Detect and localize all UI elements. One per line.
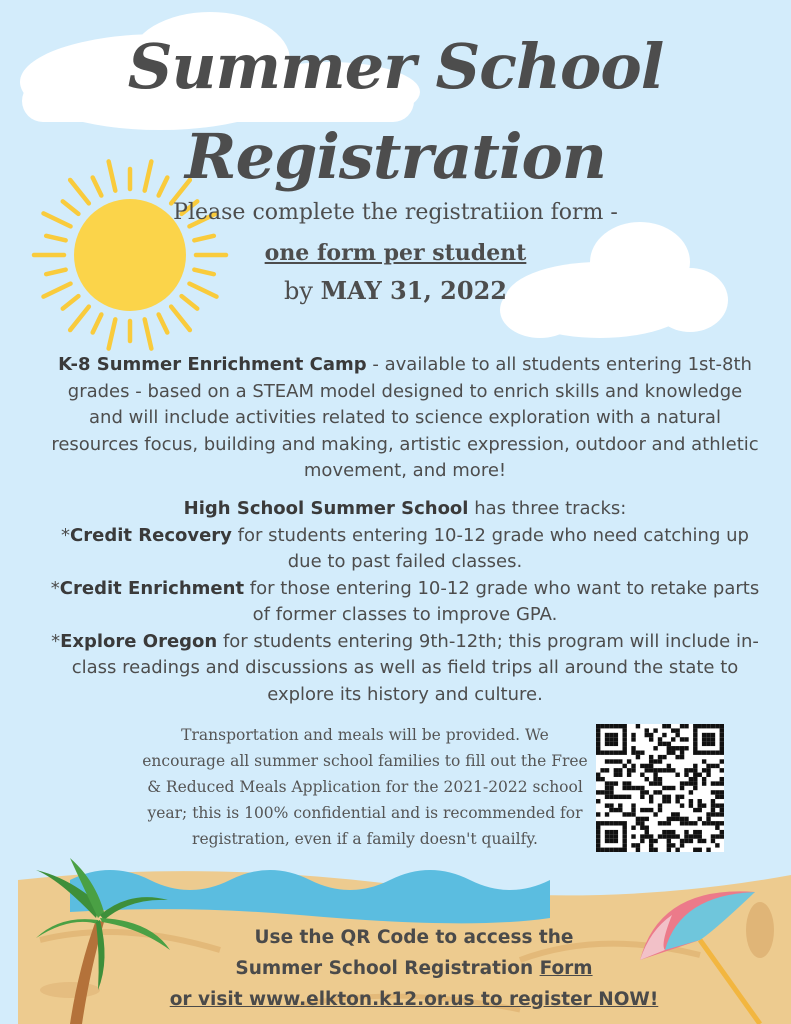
track-text: for students entering 9th-12th; this program will include in-class readings and discussions as well as field trips all around the state to explore its history and culture. (71, 630, 759, 705)
intro-line-1: Please complete the registratiion form - (173, 200, 618, 225)
hs-heading-line (50, 496, 760, 523)
hs-heading: High School Summer School (183, 498, 469, 519)
hs-track-2 (50, 576, 760, 629)
website-link[interactable]: or visit www.elkton.k12.or.us to register NOW! (169, 989, 659, 1010)
track-prefix: * (50, 577, 60, 599)
hs-track-3 (50, 629, 760, 709)
form-link[interactable]: Form (539, 958, 593, 979)
high-school-paragraph (50, 496, 760, 708)
intro-deadline-prefix: by (284, 277, 321, 305)
k8-heading: K-8 Summer Enrichment Camp (58, 354, 367, 375)
track-name: Explore Oregon (60, 630, 218, 652)
track-name: Credit Recovery (70, 524, 232, 546)
hs-track-1 (50, 523, 760, 576)
transport-notice: Transportation and meals will be provided. We encourage all summer school families to fill out the Free & Reduced Meals Application for the 2021-2022 school year; this is 100% confidential and is recommended for registration, even if a family doesn't quailfy. (142, 726, 588, 848)
cta-line-1: Use the QR Code to access the (254, 927, 574, 948)
cta-line-2-prefix: Summer School Registration (235, 958, 540, 979)
intro-deadline-date: MAY 31, 2022 (320, 276, 507, 305)
track-text: for those entering 10-12 grade who want to retake parts of former classes to improve GPA. (244, 577, 760, 625)
intro-line-2: one form per student (264, 240, 527, 266)
track-prefix: * (61, 524, 71, 546)
track-name: Credit Enrichment (59, 577, 245, 599)
track-text: for students entering 10-12 grade who need catching up due to past failed classes. (231, 524, 749, 572)
k8-text: - available to all students entering 1st-8th grades - based on a STEAM model designed to enrich skills and knowledge and will include activities related to science exploration with a natural resources focus, building and making, artistic expression, outdoor and athletic movement, and more! (51, 354, 759, 481)
intro-line-3 (0, 276, 791, 305)
cta-block (100, 922, 728, 1015)
cta-line-2 (100, 953, 728, 984)
track-prefix: * (51, 630, 61, 652)
title-line-1: Summer School (127, 30, 664, 103)
qr-code-icon[interactable] (596, 724, 724, 852)
hs-heading-suffix: has three tracks: (468, 498, 627, 519)
k8-paragraph (50, 352, 760, 485)
title-line-2: Registration (185, 120, 606, 193)
